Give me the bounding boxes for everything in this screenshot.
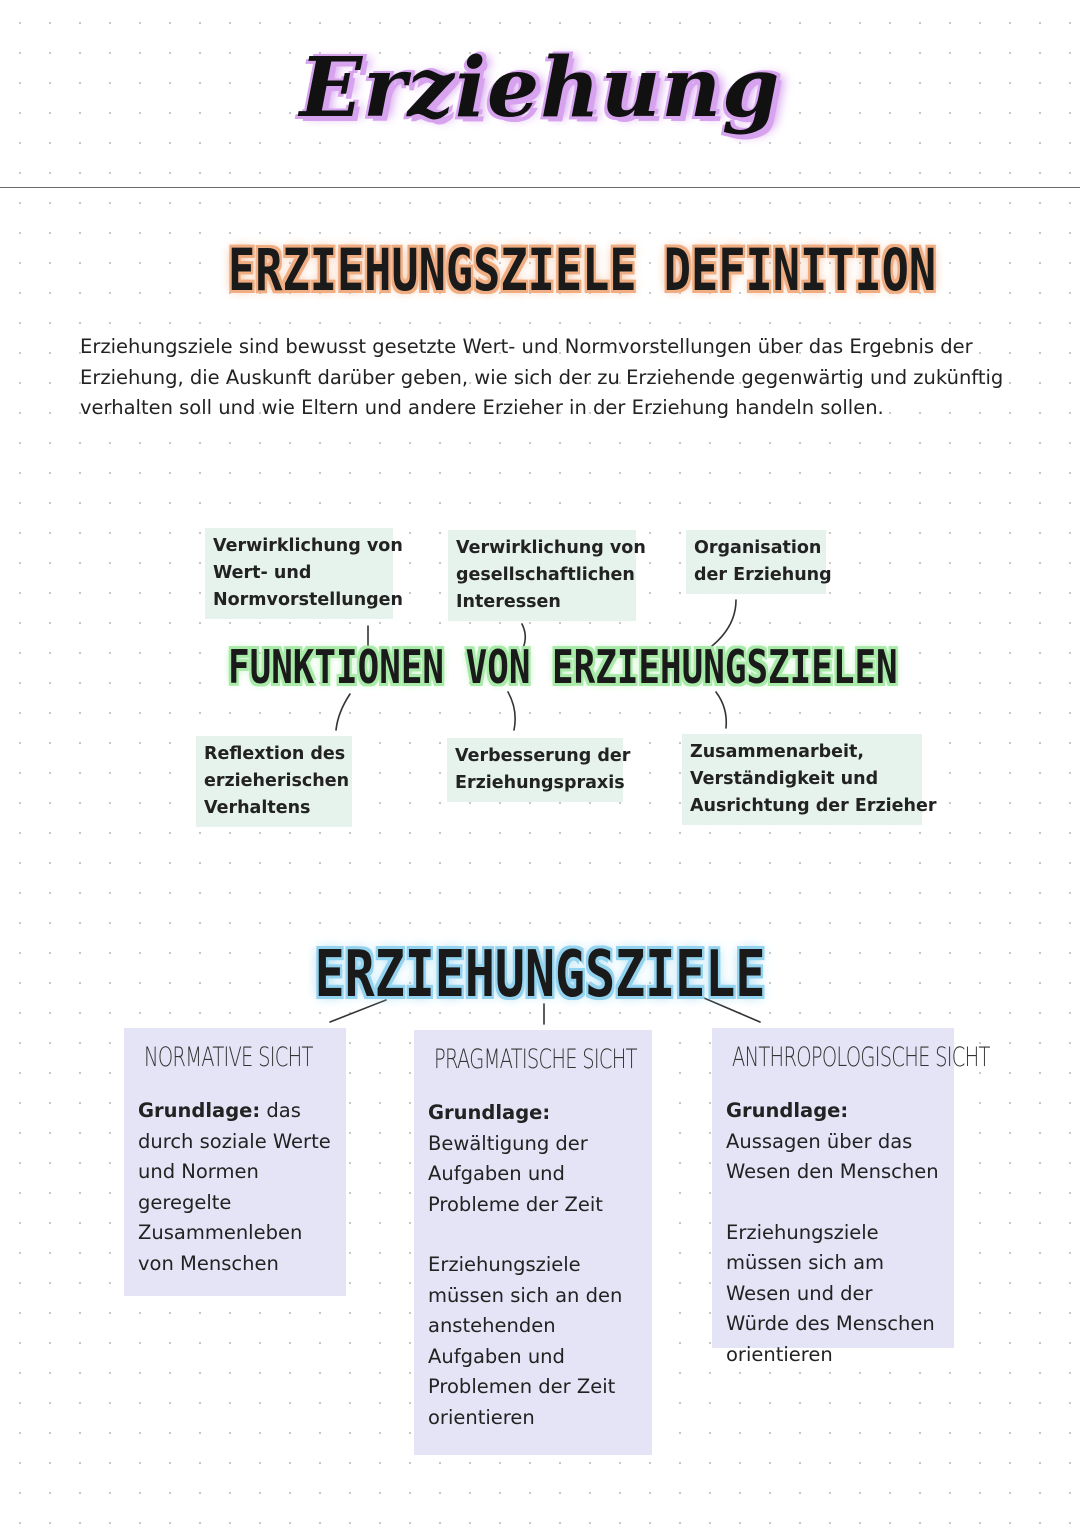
connector-bottom-middle bbox=[508, 692, 515, 730]
view-goal: Erziehungsziele müssen sich an den anstehenden Aufgaben und Problemen der Zeit orientieren bbox=[428, 1253, 623, 1429]
function-box bbox=[205, 528, 404, 619]
basis-label: Grundlage: bbox=[138, 1099, 261, 1122]
view-basis bbox=[428, 1098, 638, 1220]
function-line: Verhaltens bbox=[204, 798, 311, 818]
function-box bbox=[448, 530, 646, 621]
function-box bbox=[196, 736, 352, 827]
function-line: Erziehungspraxis bbox=[455, 773, 625, 793]
function-line: Reflextion des bbox=[204, 744, 346, 764]
function-line: Verständigkeit und bbox=[690, 769, 879, 789]
view-card-anthropological bbox=[712, 1028, 990, 1366]
function-line: Verbesserung der bbox=[455, 746, 631, 766]
title-divider bbox=[0, 187, 1080, 188]
function-box bbox=[682, 734, 937, 825]
function-line: Interessen bbox=[456, 592, 561, 612]
view-card-pragmatic bbox=[414, 1030, 652, 1455]
basis-label: Grundlage: bbox=[726, 1099, 849, 1122]
view-card-normative bbox=[124, 1028, 346, 1296]
function-line: Wert- und bbox=[213, 563, 312, 583]
definition-text: Erziehungsziele sind bewusst gesetzte Wert- und Normvorstellungen über das Ergebnis der Erziehung, die Auskunft darüber geben, wie sich der zu Erziehende gegenwärtig und zukünftig verhalten soll und wie Eltern und andere Erzieher in der Erziehung handeln sollen. bbox=[80, 335, 1004, 419]
connector-bottom-left bbox=[336, 694, 350, 730]
basis-text: Aussagen über das Wesen den Menschen bbox=[726, 1129, 939, 1183]
function-line: Normvorstellungen bbox=[213, 590, 404, 610]
function-box bbox=[686, 530, 832, 594]
function-line: gesellschaftlichen bbox=[456, 565, 635, 585]
view-title: NORMATIVE SICHT bbox=[144, 1042, 313, 1073]
connector-bottom-right bbox=[716, 692, 726, 728]
page-title: Erziehung bbox=[299, 40, 781, 136]
definition-heading: ERZIEHUNGSZIELE DEFINITION bbox=[228, 236, 937, 304]
function-box bbox=[447, 738, 631, 802]
function-line: erzieherischen bbox=[204, 771, 350, 791]
function-line: der Erziehung bbox=[694, 565, 832, 585]
function-line: Zusammenarbeit, bbox=[690, 742, 865, 762]
function-line: Ausrichtung der Erzieher bbox=[690, 796, 937, 816]
functions-heading: FUNKTIONEN VON ERZIEHUNGSZIELEN bbox=[228, 640, 898, 694]
view-title: PRAGMATISCHE SICHT bbox=[434, 1044, 637, 1075]
basis-text: das durch soziale Werte und Normen geregelte Zusammenleben von Menschen bbox=[138, 1099, 331, 1275]
basis-text: Bewältigung der Aufgaben und Probleme der Zeit bbox=[428, 1131, 603, 1216]
basis-label: Grundlage: bbox=[428, 1101, 551, 1124]
goals-heading: ERZIEHUNGSZIELE bbox=[314, 938, 766, 1012]
function-line: Verwirklichung von bbox=[213, 536, 403, 556]
view-title: ANTHROPOLOGISCHE SICHT bbox=[732, 1042, 990, 1073]
function-line: Verwirklichung von bbox=[456, 538, 646, 558]
function-line: Organisation bbox=[694, 538, 822, 558]
view-basis bbox=[726, 1096, 940, 1188]
view-basis bbox=[138, 1096, 332, 1279]
view-goal: Erziehungsziele müssen sich am Wesen und der Würde des Menschen orientieren bbox=[726, 1220, 935, 1366]
